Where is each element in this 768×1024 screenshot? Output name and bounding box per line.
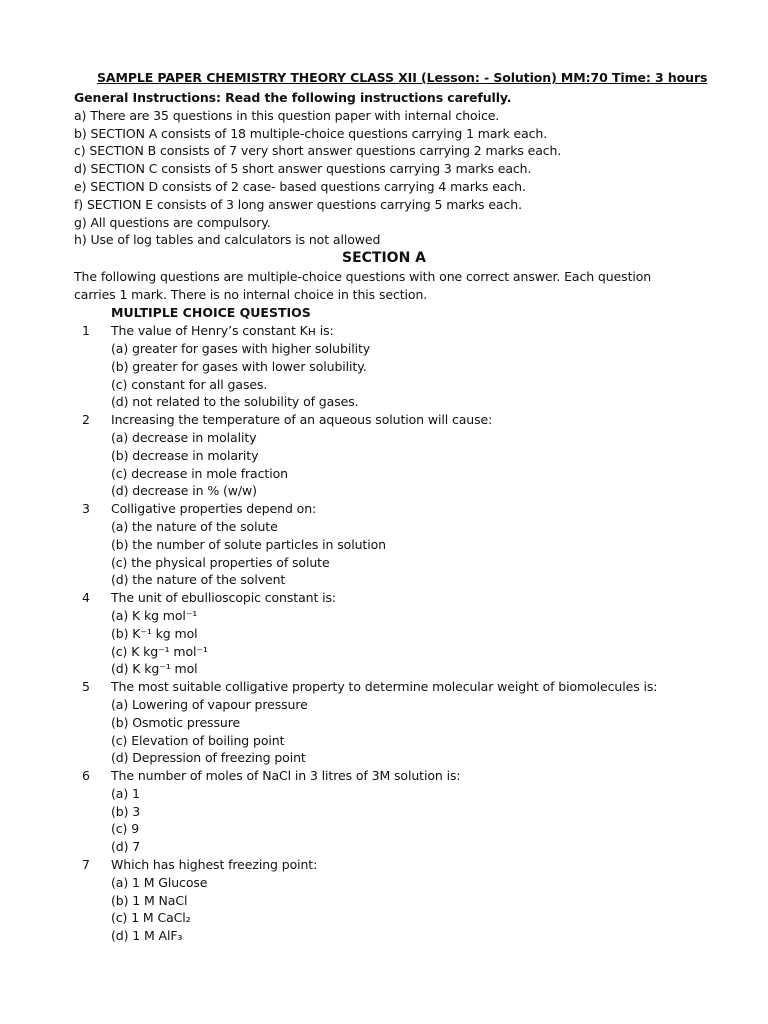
question-body (111, 767, 714, 856)
question-text: Which has highest freezing point: (111, 857, 318, 873)
question-option: (d) K kg⁻¹ mol (111, 661, 198, 677)
question-text: The value of Henry’s constant Kʜ is: (111, 323, 334, 339)
mcq-heading: MULTIPLE CHOICE QUESTIOS (111, 305, 311, 321)
question-option: (a) the nature of the solute (111, 518, 278, 534)
question-option: (c) K kg⁻¹ mol⁻¹ (111, 643, 208, 659)
question-number: 3 (82, 501, 90, 517)
question-option: (d) Depression of freezing point (111, 750, 306, 766)
question-option: (c) Elevation of boiling point (111, 732, 285, 748)
question-body (111, 322, 714, 411)
instruction-item: c) SECTION B consists of 7 very short answer questions carrying 2 marks each. (74, 143, 562, 159)
instruction-item: f) SECTION E consists of 3 long answer questions carrying 5 marks each. (74, 196, 522, 212)
question-body (111, 589, 714, 678)
question-item (74, 500, 714, 589)
question-item (74, 411, 714, 500)
section-a-heading: SECTION A (341, 250, 426, 267)
question-list (74, 322, 714, 945)
question-option: (b) K⁻¹ kg mol (111, 625, 198, 641)
question-option: (b) 3 (111, 803, 141, 819)
question-option: (a) greater for gases with higher solubility (111, 340, 371, 356)
question-number: 4 (82, 590, 90, 606)
question-option: (b) Osmotic pressure (111, 714, 241, 730)
instructions-list (74, 107, 714, 249)
question-option: (b) decrease in molarity (111, 447, 259, 463)
question-text: The unit of ebullioscopic constant is: (111, 590, 337, 606)
question-item (74, 856, 714, 945)
question-item (74, 678, 714, 767)
question-option: (a) decrease in molality (111, 429, 257, 445)
question-option: (a) Lowering of vapour pressure (111, 696, 308, 712)
question-item (74, 322, 714, 411)
question-option: (c) the physical properties of solute (111, 554, 330, 570)
question-number: 6 (82, 768, 90, 784)
question-option: (d) the nature of the solvent (111, 572, 286, 588)
instructions-heading: General Instructions: Read the following instructions carefully. (74, 90, 512, 105)
instruction-item: e) SECTION D consists of 2 case- based questions carrying 4 marks each. (74, 178, 526, 194)
question-number: 5 (82, 679, 90, 695)
question-number: 2 (82, 412, 90, 428)
section-a-intro: The following questions are multiple-choice questions with one correct answer. Each question carries 1 mark. There is no internal choice in this section. (74, 269, 652, 303)
question-body (111, 856, 714, 945)
question-option: (d) 1 M AlF₃ (111, 928, 183, 944)
question-option: (b) 1 M NaCl (111, 892, 188, 908)
paper-body (74, 89, 714, 945)
instruction-item: g) All questions are compulsory. (74, 214, 271, 230)
question-item (74, 767, 714, 856)
question-text: Colligative properties depend on: (111, 501, 317, 517)
question-body (111, 678, 714, 767)
question-body (111, 500, 714, 589)
question-option: (c) 9 (111, 821, 140, 837)
instruction-item: d) SECTION C consists of 5 short answer questions carrying 3 marks each. (74, 161, 532, 177)
question-option: (d) 7 (111, 839, 141, 855)
question-option: (a) 1 (111, 785, 140, 801)
question-text: The number of moles of NaCl in 3 litres of 3M solution is: (111, 768, 461, 784)
question-number: 7 (82, 857, 90, 873)
question-text: The most suitable colligative property to determine molecular weight of biomolecules is: (111, 679, 658, 695)
question-text: Increasing the temperature of an aqueous solution will cause: (111, 412, 493, 428)
question-option: (b) greater for gases with lower solubility. (111, 358, 367, 374)
question-option: (a) K kg mol⁻¹ (111, 607, 198, 623)
question-item (74, 589, 714, 678)
instruction-item: h) Use of log tables and calculators is not allowed (74, 232, 381, 248)
question-option: (c) decrease in mole fraction (111, 465, 288, 481)
instruction-item: b) SECTION A consists of 18 multiple-choice questions carrying 1 mark each. (74, 125, 548, 141)
question-option: (c) constant for all gases. (111, 376, 268, 392)
question-option: (a) 1 M Glucose (111, 874, 208, 890)
question-option: (d) not related to the solubility of gases. (111, 394, 359, 410)
question-number: 1 (82, 323, 90, 339)
question-option: (d) decrease in % (w/w) (111, 483, 257, 499)
paper-title: SAMPLE PAPER CHEMISTRY THEORY CLASS XII (Lesson: - Solution) MM:70 Time: 3 hours (97, 70, 708, 85)
question-option: (c) 1 M CaCl₂ (111, 910, 191, 926)
question-option: (b) the number of solute particles in solution (111, 536, 386, 552)
instruction-item: a) There are 35 questions in this question paper with internal choice. (74, 107, 500, 123)
question-body (111, 411, 714, 500)
